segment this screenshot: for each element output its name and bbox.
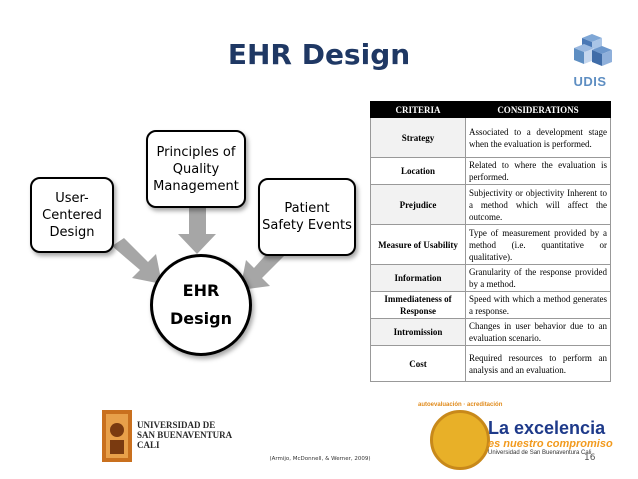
- center-label-line-2: Design: [170, 309, 232, 328]
- criteria-cell: Information: [371, 265, 466, 292]
- criteria-cell: Measure of Usability: [371, 225, 466, 265]
- consideration-cell: Changes in user behavior due to an evaluation scenario.: [466, 319, 611, 346]
- accreditation-seal-logo: [430, 410, 490, 470]
- usb-line-2: SAN BUENAVENTURA: [137, 430, 233, 440]
- arrow-from-principles-of-quality: [178, 208, 216, 254]
- consideration-cell: Granularity of the response provided by a method.: [466, 265, 611, 292]
- criteria-cell: Intromission: [371, 319, 466, 346]
- seal-text: autoevaluación · acreditación: [418, 402, 503, 408]
- arrow-from-user-centered-design: [112, 238, 162, 284]
- usb-line-3: CALI: [137, 440, 160, 450]
- criteria-cell: Strategy: [371, 118, 466, 158]
- center-circle-ehr-design: [150, 254, 252, 356]
- criteria-cell: Cost: [371, 346, 466, 382]
- criteria-cell: Prejudice: [371, 185, 466, 225]
- table-row: [371, 346, 611, 382]
- consideration-cell: Subjectivity or objectivity Inherent to a method which will affect the outcome.: [466, 185, 611, 225]
- box-principles-line-1: Principles of: [156, 144, 236, 160]
- consideration-cell: Related to where the evaluation is performed.: [466, 158, 611, 185]
- box-user-centered-line-1: User-: [55, 190, 89, 206]
- table-row: [371, 225, 611, 265]
- table-row: [371, 265, 611, 292]
- usb-logo-text: [137, 420, 232, 450]
- table-row: [371, 118, 611, 158]
- criteria-cell: Immediateness of Response: [371, 292, 466, 319]
- box-principles-of-quality-management: [146, 130, 246, 208]
- consideration-cell: Type of measurement provided by a method (i.e. quantitative or qualitative).: [466, 225, 611, 265]
- consideration-cell: Required resources to perform an analysis and an evaluation.: [466, 346, 611, 382]
- box-patient-safety-events: [258, 178, 356, 256]
- box-patient-line-1: Patient: [284, 201, 330, 216]
- box-user-centered-design: [30, 177, 114, 253]
- center-label-line-1: EHR: [182, 281, 220, 300]
- citation: (Armijo, McDonnell, & Werner, 2009): [269, 456, 371, 462]
- slide-title: EHR Design: [227, 38, 411, 71]
- page-number: 16: [584, 453, 596, 463]
- box-principles-line-2: Quality: [172, 161, 220, 177]
- box-principles-line-3: Management: [153, 178, 239, 194]
- table-row: [371, 319, 611, 346]
- consideration-cell: Associated to a development stage when the evaluation is performed.: [466, 118, 611, 158]
- excellence-logo: [488, 418, 613, 456]
- udis-logo-text: UDIS: [573, 74, 607, 89]
- table-header-row: [371, 102, 611, 118]
- consideration-cell: Speed with which a method generates a response.: [466, 292, 611, 319]
- usb-line-1: UNIVERSIDAD DE: [137, 420, 216, 430]
- excellence-line-3: Universidad de San Buenaventura Cali: [488, 450, 592, 456]
- header-considerations: CONSIDERATIONS: [466, 102, 611, 118]
- excellence-line-1: La excelencia: [488, 418, 606, 438]
- criteria-cell: Location: [371, 158, 466, 185]
- table-row: [371, 292, 611, 319]
- header-criteria: CRITERIA: [371, 102, 466, 118]
- excellence-line-2: es nuestro compromiso: [488, 438, 613, 450]
- box-patient-line-2: Safety Events: [262, 218, 352, 233]
- box-user-centered-line-2: Centered: [42, 207, 102, 223]
- table-row: [371, 185, 611, 225]
- table-row: [371, 158, 611, 185]
- box-user-centered-line-3: Design: [49, 224, 95, 240]
- criteria-table: [370, 101, 611, 382]
